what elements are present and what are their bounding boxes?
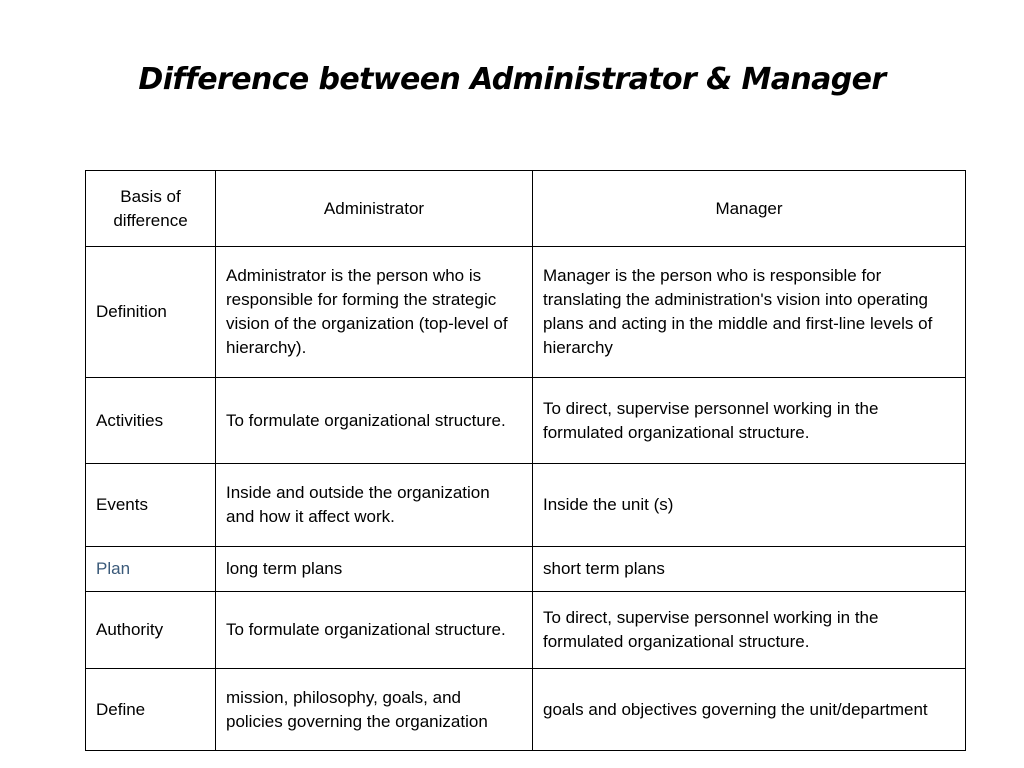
table-row-definition — [86, 247, 966, 378]
administrator-cell: Inside and outside the organization and how it affect work. — [216, 464, 533, 547]
row-label: Activities — [86, 378, 216, 464]
table-row-events — [86, 464, 966, 547]
row-label: Authority — [86, 592, 216, 669]
table-row-plan — [86, 547, 966, 592]
row-label: Definition — [86, 247, 216, 378]
slide-title: Difference between Administrator & Manager — [138, 62, 886, 97]
row-label: Define — [86, 669, 216, 751]
manager-cell: goals and objectives governing the unit/department — [533, 669, 966, 751]
administrator-cell: long term plans — [216, 547, 533, 592]
table-row-define — [86, 669, 966, 751]
header-manager: Manager — [533, 171, 966, 247]
row-label: Plan — [86, 547, 216, 592]
manager-cell: short term plans — [533, 547, 966, 592]
header-basis: Basis of difference — [86, 171, 216, 247]
administrator-cell: To formulate organizational structure. — [216, 378, 533, 464]
administrator-cell: mission, philosophy, goals, and policies governing the organization — [216, 669, 533, 751]
administrator-cell: To formulate organizational structure. — [216, 592, 533, 669]
header-administrator: Administrator — [216, 171, 533, 247]
manager-cell: To direct, supervise personnel working in the formulated organizational structure. — [533, 592, 966, 669]
table-row-authority — [86, 592, 966, 669]
table-row-activities — [86, 378, 966, 464]
administrator-cell: Administrator is the person who is responsible for forming the strategic vision of the organization (top-level of hierarchy). — [216, 247, 533, 378]
manager-cell: To direct, supervise personnel working in the formulated organizational structure. — [533, 378, 966, 464]
row-label: Events — [86, 464, 216, 547]
comparison-table — [85, 170, 966, 751]
manager-cell: Manager is the person who is responsible for translating the administration's vision into operating plans and acting in the middle and first-line levels of hierarchy — [533, 247, 966, 378]
table-header-row — [86, 171, 966, 247]
manager-cell: Inside the unit (s) — [533, 464, 966, 547]
